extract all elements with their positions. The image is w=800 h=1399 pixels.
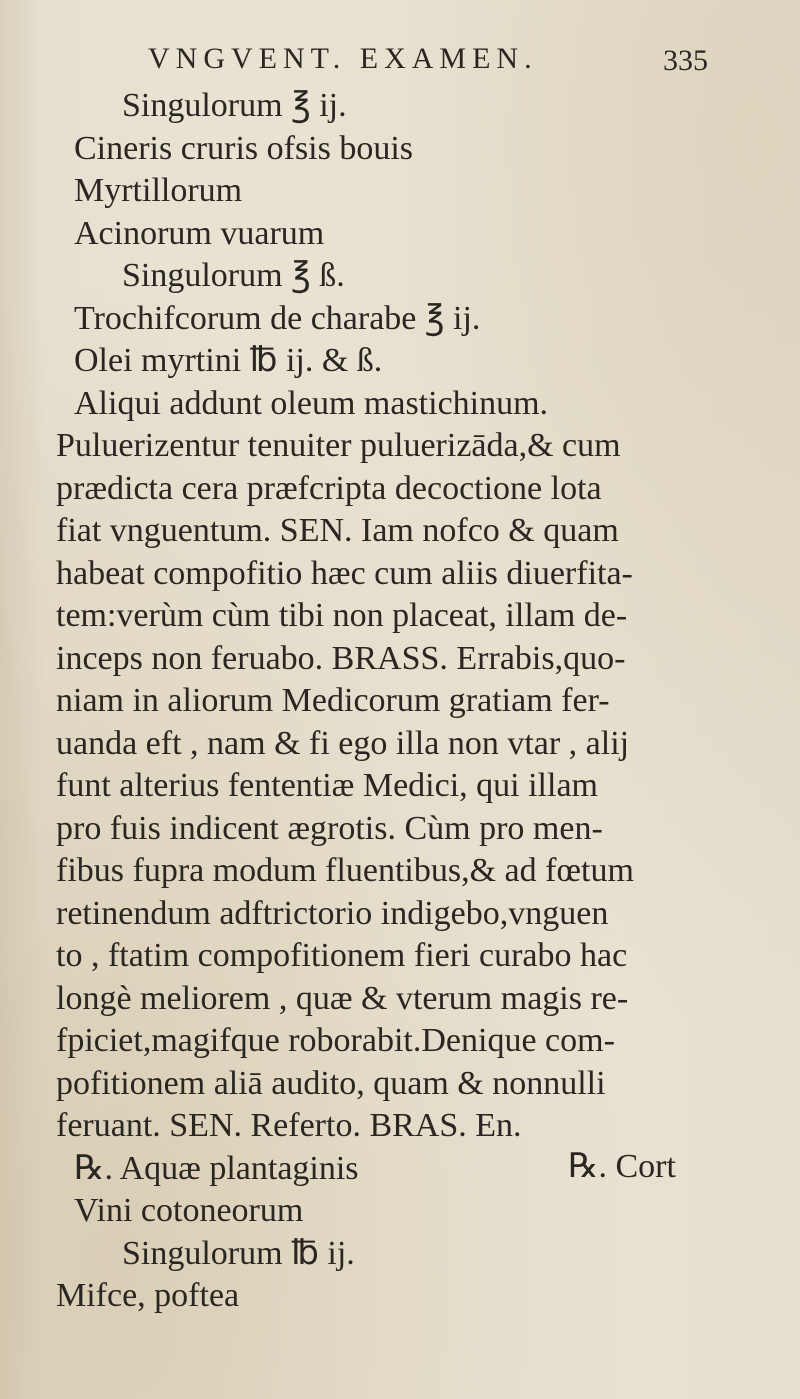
text-line: Myrtillorum xyxy=(74,172,243,209)
text-line: pofitionem aliā audito, quam & nonnulli xyxy=(56,1064,606,1102)
text-line: retinendum adftrictorio indigebo,vnguen xyxy=(56,894,609,932)
text-line: Puluerizentur tenuiter puluerizāda,& cum xyxy=(56,427,621,464)
text-line: tem:verùm cùm tibi non placeat, illam de- xyxy=(56,597,628,634)
catchword: ℞. Cort xyxy=(568,1148,676,1185)
text-line: pro fuis indicent ægrotis. Cùm pro men- xyxy=(56,809,603,847)
text-line: habeat compofitio hæc cum aliis diuerfita- xyxy=(56,554,633,592)
text-line: prædicta cera præfcripta decoctione lota xyxy=(56,469,602,507)
page-number: 335 xyxy=(663,44,708,77)
text-line: Singulorum ℥ ß. xyxy=(122,257,345,294)
text-line: Mifce, poftea xyxy=(56,1277,240,1314)
text-line: niam in aliorum Medicorum gratiam fer- xyxy=(56,682,610,719)
body-text xyxy=(56,85,756,1318)
text-line: Aliqui addunt oleum mastichinum. xyxy=(74,384,549,422)
text-line: fiat vnguentum. SEN. Iam nofco & quam xyxy=(56,512,619,549)
text-line: to , ftatim compofitionem fieri curabo hac xyxy=(56,937,628,974)
text-line: Cineris cruris ofsis bouis xyxy=(74,129,414,167)
text-line: feruant. SEN. Referto. BRAS. En. xyxy=(56,1107,522,1144)
text-line: uanda eft , nam & fi ego illa non vtar , alij xyxy=(56,724,630,762)
running-head: VNGVENT. EXAMEN. xyxy=(148,42,538,75)
text-line: Singulorum ℥ ij. xyxy=(122,87,347,124)
text-line: Acinorum vuarum xyxy=(74,214,325,252)
text-line: Singulorum ℔ ij. xyxy=(122,1234,355,1272)
page-header xyxy=(148,42,708,88)
text-line: fpiciet,magifque roborabit.Denique com- xyxy=(56,1022,615,1059)
text-line: funt alterius fententiæ Medici, qui illam xyxy=(56,767,598,804)
text-line: inceps non feruabo. BRASS. Errabis,quo- xyxy=(56,639,626,677)
text-line: Trochifcorum de charabe ℥ ij. xyxy=(74,299,481,337)
text-line: Vini cotoneorum xyxy=(74,1192,304,1229)
text-line: Olei myrtini ℔ ij. & ß. xyxy=(74,342,383,379)
text-line: longè meliorem , quæ & vterum magis re- xyxy=(56,979,629,1017)
text-line: ℞. Aquæ plantaginis xyxy=(74,1149,359,1187)
text-line: fibus fupra modum fluentibus,& ad fœtum xyxy=(56,852,634,889)
